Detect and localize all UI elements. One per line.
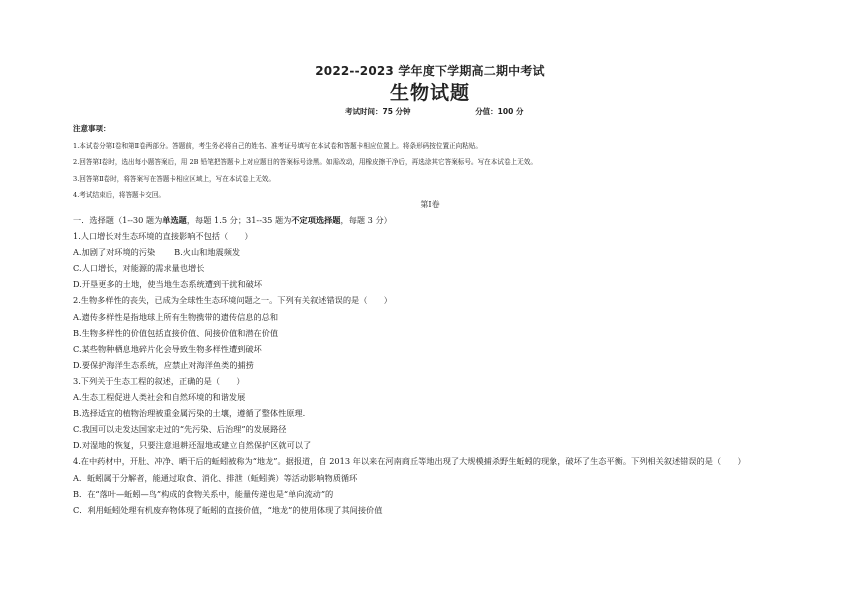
exam-time: 考试时间：75 分钟 <box>345 107 411 116</box>
question-stem: 2.生物多样性的丧失，已成为全球性生态环境问题之一。下列有关叙述错误的是（ ） <box>73 295 392 306</box>
question-option: B.选择适宜的植物治理被重金属污染的土壤，遵循了整体性原理. <box>73 408 306 419</box>
question-option: D.要保护海洋生态系统，应禁止对海洋鱼类的捕捞 <box>73 359 254 370</box>
intro-text: ，每题 1.5 分；31--35 题为 <box>186 215 292 225</box>
section-label: 第Ⅰ卷 <box>420 200 440 209</box>
notice-item: 4.考试结束后，将答题卡交回。 <box>73 190 166 199</box>
question-stem: 1.人口增长对生态环境的直接影响不包括（ ） <box>73 231 253 242</box>
intro-text: 一．选择题（1--30 题为 <box>73 215 163 225</box>
question-option: A.加剧了对环境的污染 B.火山和地震频发 <box>73 247 241 258</box>
intro-text: ，每题 3 分） <box>340 215 392 225</box>
notice-heading: 注意事项： <box>73 124 111 133</box>
notice-item: 2.回答第Ⅰ卷时，选出每小题答案后，用 2B 铅笔把答题卡上对应题目的答案标号涂黑。如需改动，用橡皮擦干净后，再选涂其它答案标号。写在本试卷上无效。 <box>73 158 537 167</box>
question-stem: 4.在中药材中，开肚、冲净、晒干后的蚯蚓被称为“地龙”。据报道，自 2013 年以来在河南商丘等地出现了大规模捕杀野生蚯蚓的现象，破坏了生态平衡。下列相关叙述错误的是（ ） <box>73 456 746 467</box>
exam-meta <box>345 106 523 117</box>
intro-multi-choice: 不定项选择题 <box>291 215 341 225</box>
question-option: D.对湿地的恢复，只要注意退耕还湿地或建立自然保护区就可以了 <box>73 440 312 451</box>
question-body <box>73 212 793 518</box>
subject-title: 生物试题 <box>389 82 470 104</box>
question-option: A.遗传多样性是指地球上所有生物携带的遗传信息的总和 <box>73 311 279 322</box>
notice-item: 3.回答第Ⅱ卷时，将答案写在答题卡相应区域上，写在本试卷上无效。 <box>73 174 275 183</box>
question-option: C.人口增长，对能源的需求量也增长 <box>73 263 205 274</box>
question-option: A.生态工程促进人类社会和自然环境的和谐发展 <box>73 392 246 403</box>
question-option: D.开垦更多的土地，使当地生态系统遭到干扰和破坏 <box>73 279 263 290</box>
question-stem: 3.下列关于生态工程的叙述，正确的是（ ） <box>73 375 245 386</box>
question-option: A．蚯蚓属于分解者，能通过取食、消化、排泄（蚯蚓粪）等活动影响物质循环 <box>73 472 358 483</box>
exam-score: 分值：100 分 <box>475 107 524 116</box>
part-intro <box>73 212 793 228</box>
question-option: C.某些物种栖息地碎片化会导致生物多样性遭到破坏 <box>73 343 262 354</box>
notice-list <box>73 138 793 203</box>
intro-single-choice: 单选题 <box>162 215 187 225</box>
question-option: B.生物多样性的价值包括直接价值、间接价值和潜在价值 <box>73 327 279 338</box>
question-option: C．利用蚯蚓处理有机废弃物体现了蚯蚓的直接价值，“地龙”的使用体现了其间接价值 <box>73 504 383 515</box>
exam-title: 2022--2023 学年度下学期高二期中考试 <box>315 64 545 78</box>
question-option: B．在“落叶—蚯蚓—鸟”构成的食物关系中，能量传递也是“单向流动”的 <box>73 488 334 499</box>
notice-item: 1.本试卷分第Ⅰ卷和第Ⅱ卷两部分。答题前，考生务必将自己的姓名、准考证号填写在本试卷和答题卡相应位置上。将条形码按位置正向粘贴。 <box>73 142 482 150</box>
question-option: C.我国可以走发达国家走过的“先污染、后治理”的发展路径 <box>73 424 287 435</box>
